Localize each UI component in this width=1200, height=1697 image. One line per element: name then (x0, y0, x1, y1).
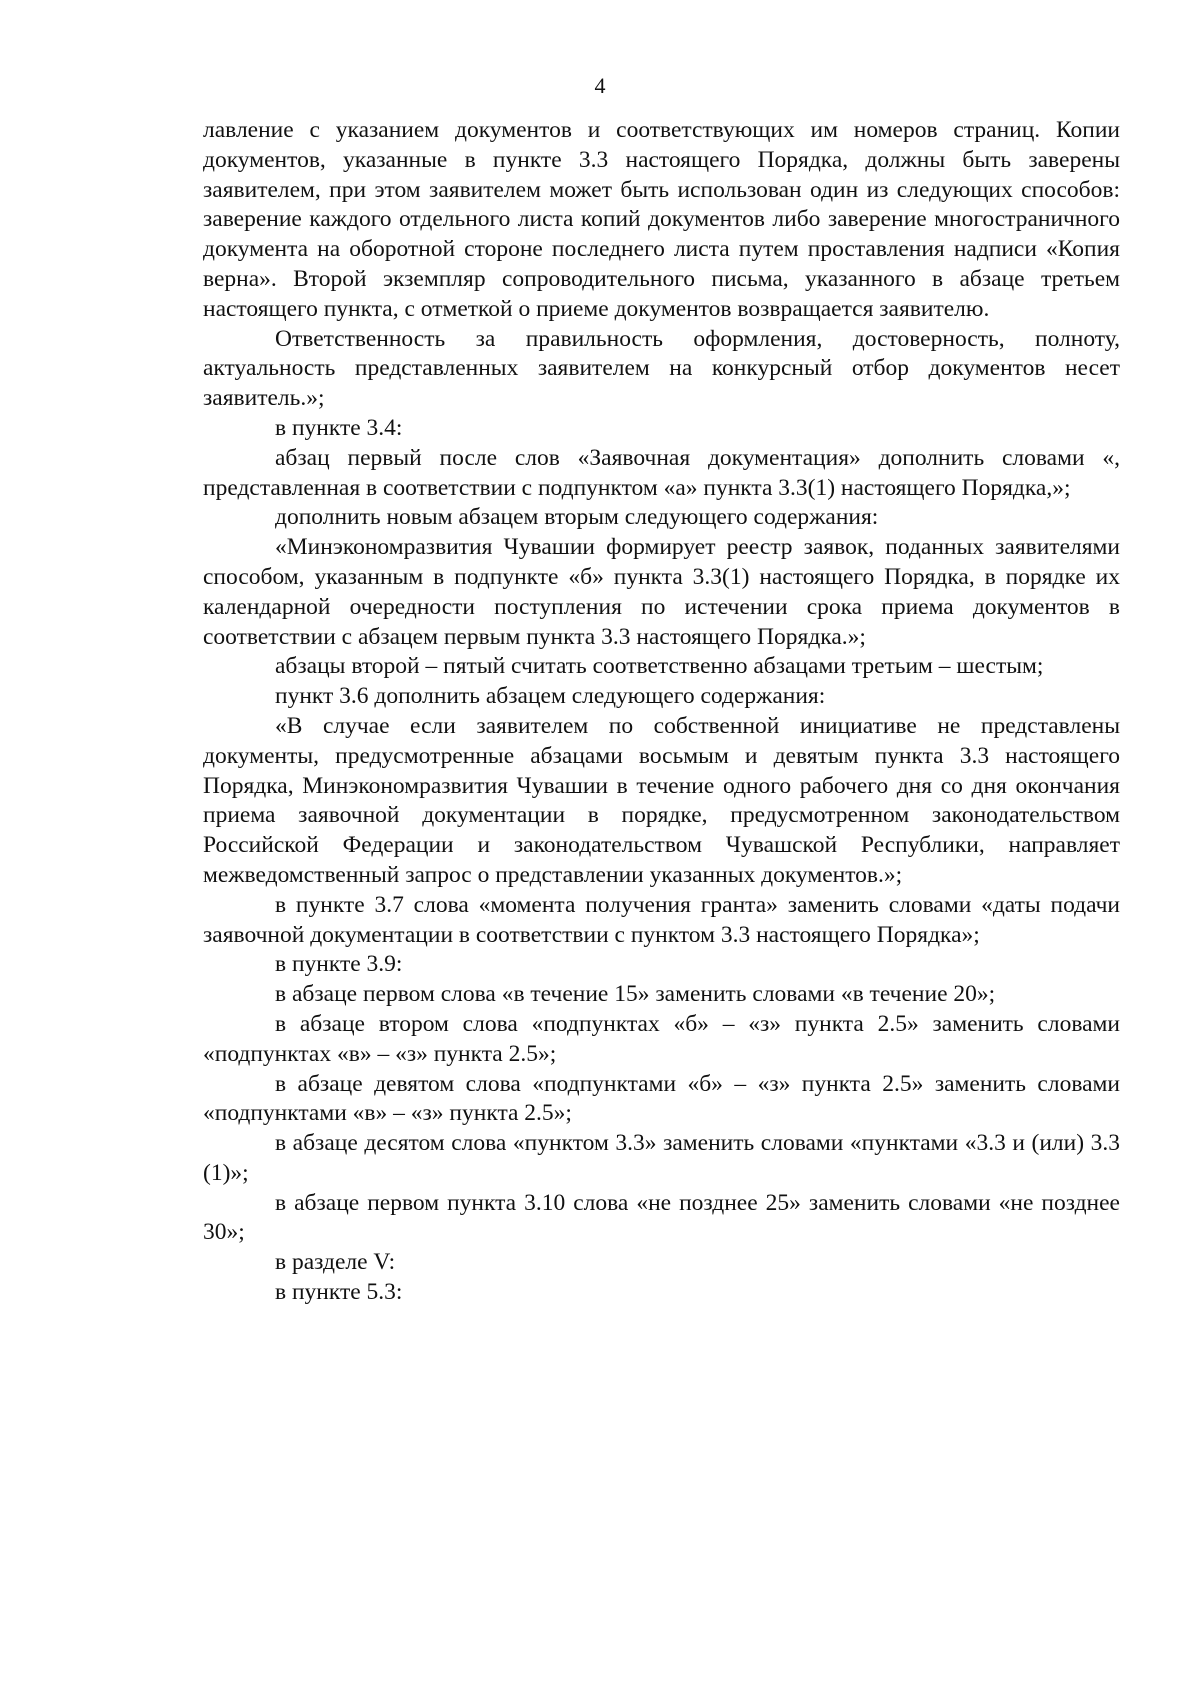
document-paragraph: лавление с указанием документов и соответствующих им номеров страниц. Копии документов, указанные в пункте 3.3 настоящего Порядка, должны быть заверены заявителем, при этом заявителем может быть использован один из следующих способов: заверение каждого отдельного листа копий документов либо заверение многостраничного документа на оборотной стороне последнего листа путем проставления надписи «Копия верна». Второй экземпляр сопроводительного письма, указанного в абзаце третьем настоящего пункта, с отметкой о приеме документов возвращается заявителю. (203, 117, 1120, 322)
document-paragraph: в пункте 3.7 слова «момента получения гранта» заменить словами «даты подачи заявочной документации в соответствии с пунктом 3.3 настоящего Порядка»; (203, 891, 1120, 948)
document-paragraph: в пункте 3.9: (275, 951, 403, 978)
document-paragraph: в абзаце десятом слова «пунктом 3.3» заменить словами «пунктами «3.3 и (или) 3.3 (1)»; (203, 1130, 1120, 1186)
page-number: 4 (594, 73, 606, 98)
document-paragraph: дополнить новым абзацем вторым следующего содержания: (275, 504, 879, 531)
document-paragraph: в абзаце втором слова «подпунктах «б» – «з» пункта 2.5» заменить словами «подпунктах «в» – «з» пункта 2.5»; (203, 1010, 1120, 1067)
document-paragraph: в разделе V: (275, 1249, 396, 1276)
document-paragraph: пункт 3.6 дополнить абзацем следующего содержания: (275, 683, 826, 710)
document-paragraph: «Минэкономразвития Чувашии формирует реестр заявок, поданных заявителями способом, указанным в подпункте «б» пункта 3.3(1) настоящего Порядка, в порядке их календарной очередности поступления по истечении срока приема документов в соответствии с абзацем первым пункта 3.3 настоящего Порядка.»; (203, 534, 1120, 650)
document-paragraph: в абзаце девятом слова «подпунктами «б» – «з» пункта 2.5» заменить словами «подпунктами «в» – «з» пункта 2.5»; (203, 1070, 1120, 1127)
document-paragraph: в пункте 3.4: (275, 414, 403, 441)
document-body (203, 116, 1120, 1308)
document-paragraph: Ответственность за правильность оформления, достоверность, полноту, актуальность представленных заявителем на конкурсный отбор документов несет заявитель.»; (203, 325, 1120, 412)
document-paragraph: «В случае если заявителем по собственной инициативе не представлены документы, предусмотренные абзацами восьмым и девятым пункта 3.3 настоящего Порядка, Минэкономразвития Чувашии в течение одного рабочего дня со дня окончания приема заявочной документации в порядке, предусмотренном законодательством Российской Федерации и законодательством Чувашской Республики, направляет межведомственный запрос о представлении указанных документов.»; (203, 712, 1120, 888)
document-paragraph: абзац первый после слов «Заявочная документация» дополнить словами «, представленная в соответствии с подпунктом «а» пункта 3.3(1) настоящего Порядка,»; (203, 444, 1120, 501)
document-paragraph: в абзаце первом слова «в течение 15» заменить словами «в течение 20»; (275, 981, 996, 1008)
document-paragraph: абзацы второй – пятый считать соответственно абзацами третьим – шестым; (275, 653, 1044, 680)
document-paragraph: в абзаце первом пункта 3.10 слова «не позднее 25» заменить словами «не позднее 30»; (203, 1189, 1120, 1246)
document-paragraph: в пункте 5.3: (275, 1279, 403, 1306)
